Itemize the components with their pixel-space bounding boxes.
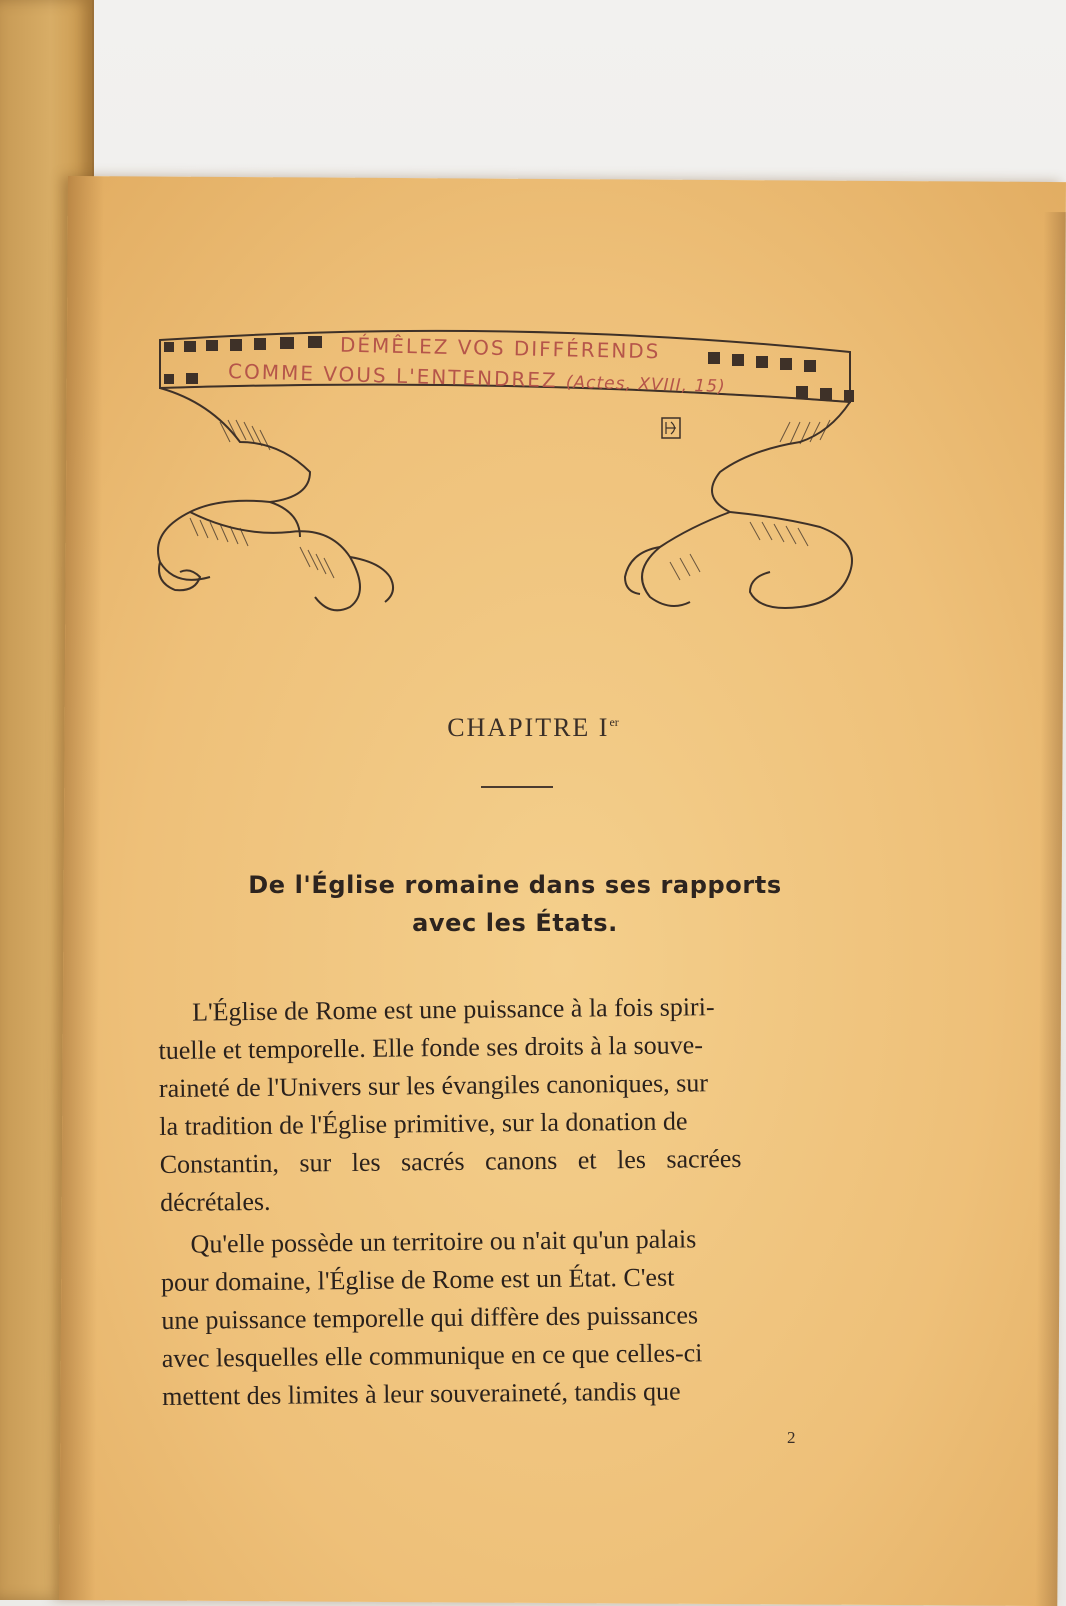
body-line: une puissance temporelle qui diffère des puissances	[161, 1300, 699, 1335]
section-title-line-2: avec les États.	[412, 909, 618, 937]
body-line: avec lesquelles elle communique en ce que celles-ci	[161, 1338, 703, 1373]
body-line: L'Église de Rome est une puissance à la fois spiri-	[191, 992, 715, 1027]
motto-line-1: DÉMÊLEZ VOS DIFFÉRENDS	[339, 332, 661, 364]
body-line: raineté de l'Univers sur les évangiles canoniques, sur	[158, 1068, 709, 1103]
body-line: tuelle et temporelle. Elle fonde ses droits à la souve-	[158, 1030, 704, 1065]
motto-reference: (Actes, XVIII, 15)	[565, 372, 726, 397]
body-line: pour domaine, l'Église de Rome est un État. C'est	[160, 1262, 675, 1297]
motto-line-2-text: COMME VOUS L'ENTENDREZ	[227, 359, 558, 393]
body-line: décrétales.	[159, 1186, 271, 1217]
body-line: Constantin, sur les sacrés canons et les sacrées	[159, 1143, 742, 1179]
chapter-rule-divider	[481, 786, 553, 788]
ribbon-banner-ornament	[150, 322, 870, 622]
chapter-superscript: er	[609, 715, 619, 729]
chapter-heading	[0, 713, 1066, 743]
section-title-line-1: De l'Église romaine dans ses rapports	[248, 871, 782, 899]
body-line: Qu'elle possède un territoire ou n'ait qu'un palais	[190, 1224, 697, 1259]
chapter-label: CHAPITRE I	[447, 713, 610, 742]
section-title	[150, 866, 880, 942]
body-line: la tradition de l'Église primitive, sur la donation de	[159, 1106, 688, 1141]
body-line: mettent des limites à leur souveraineté, tandis que	[162, 1376, 681, 1411]
signature-mark: 2	[787, 1428, 796, 1447]
